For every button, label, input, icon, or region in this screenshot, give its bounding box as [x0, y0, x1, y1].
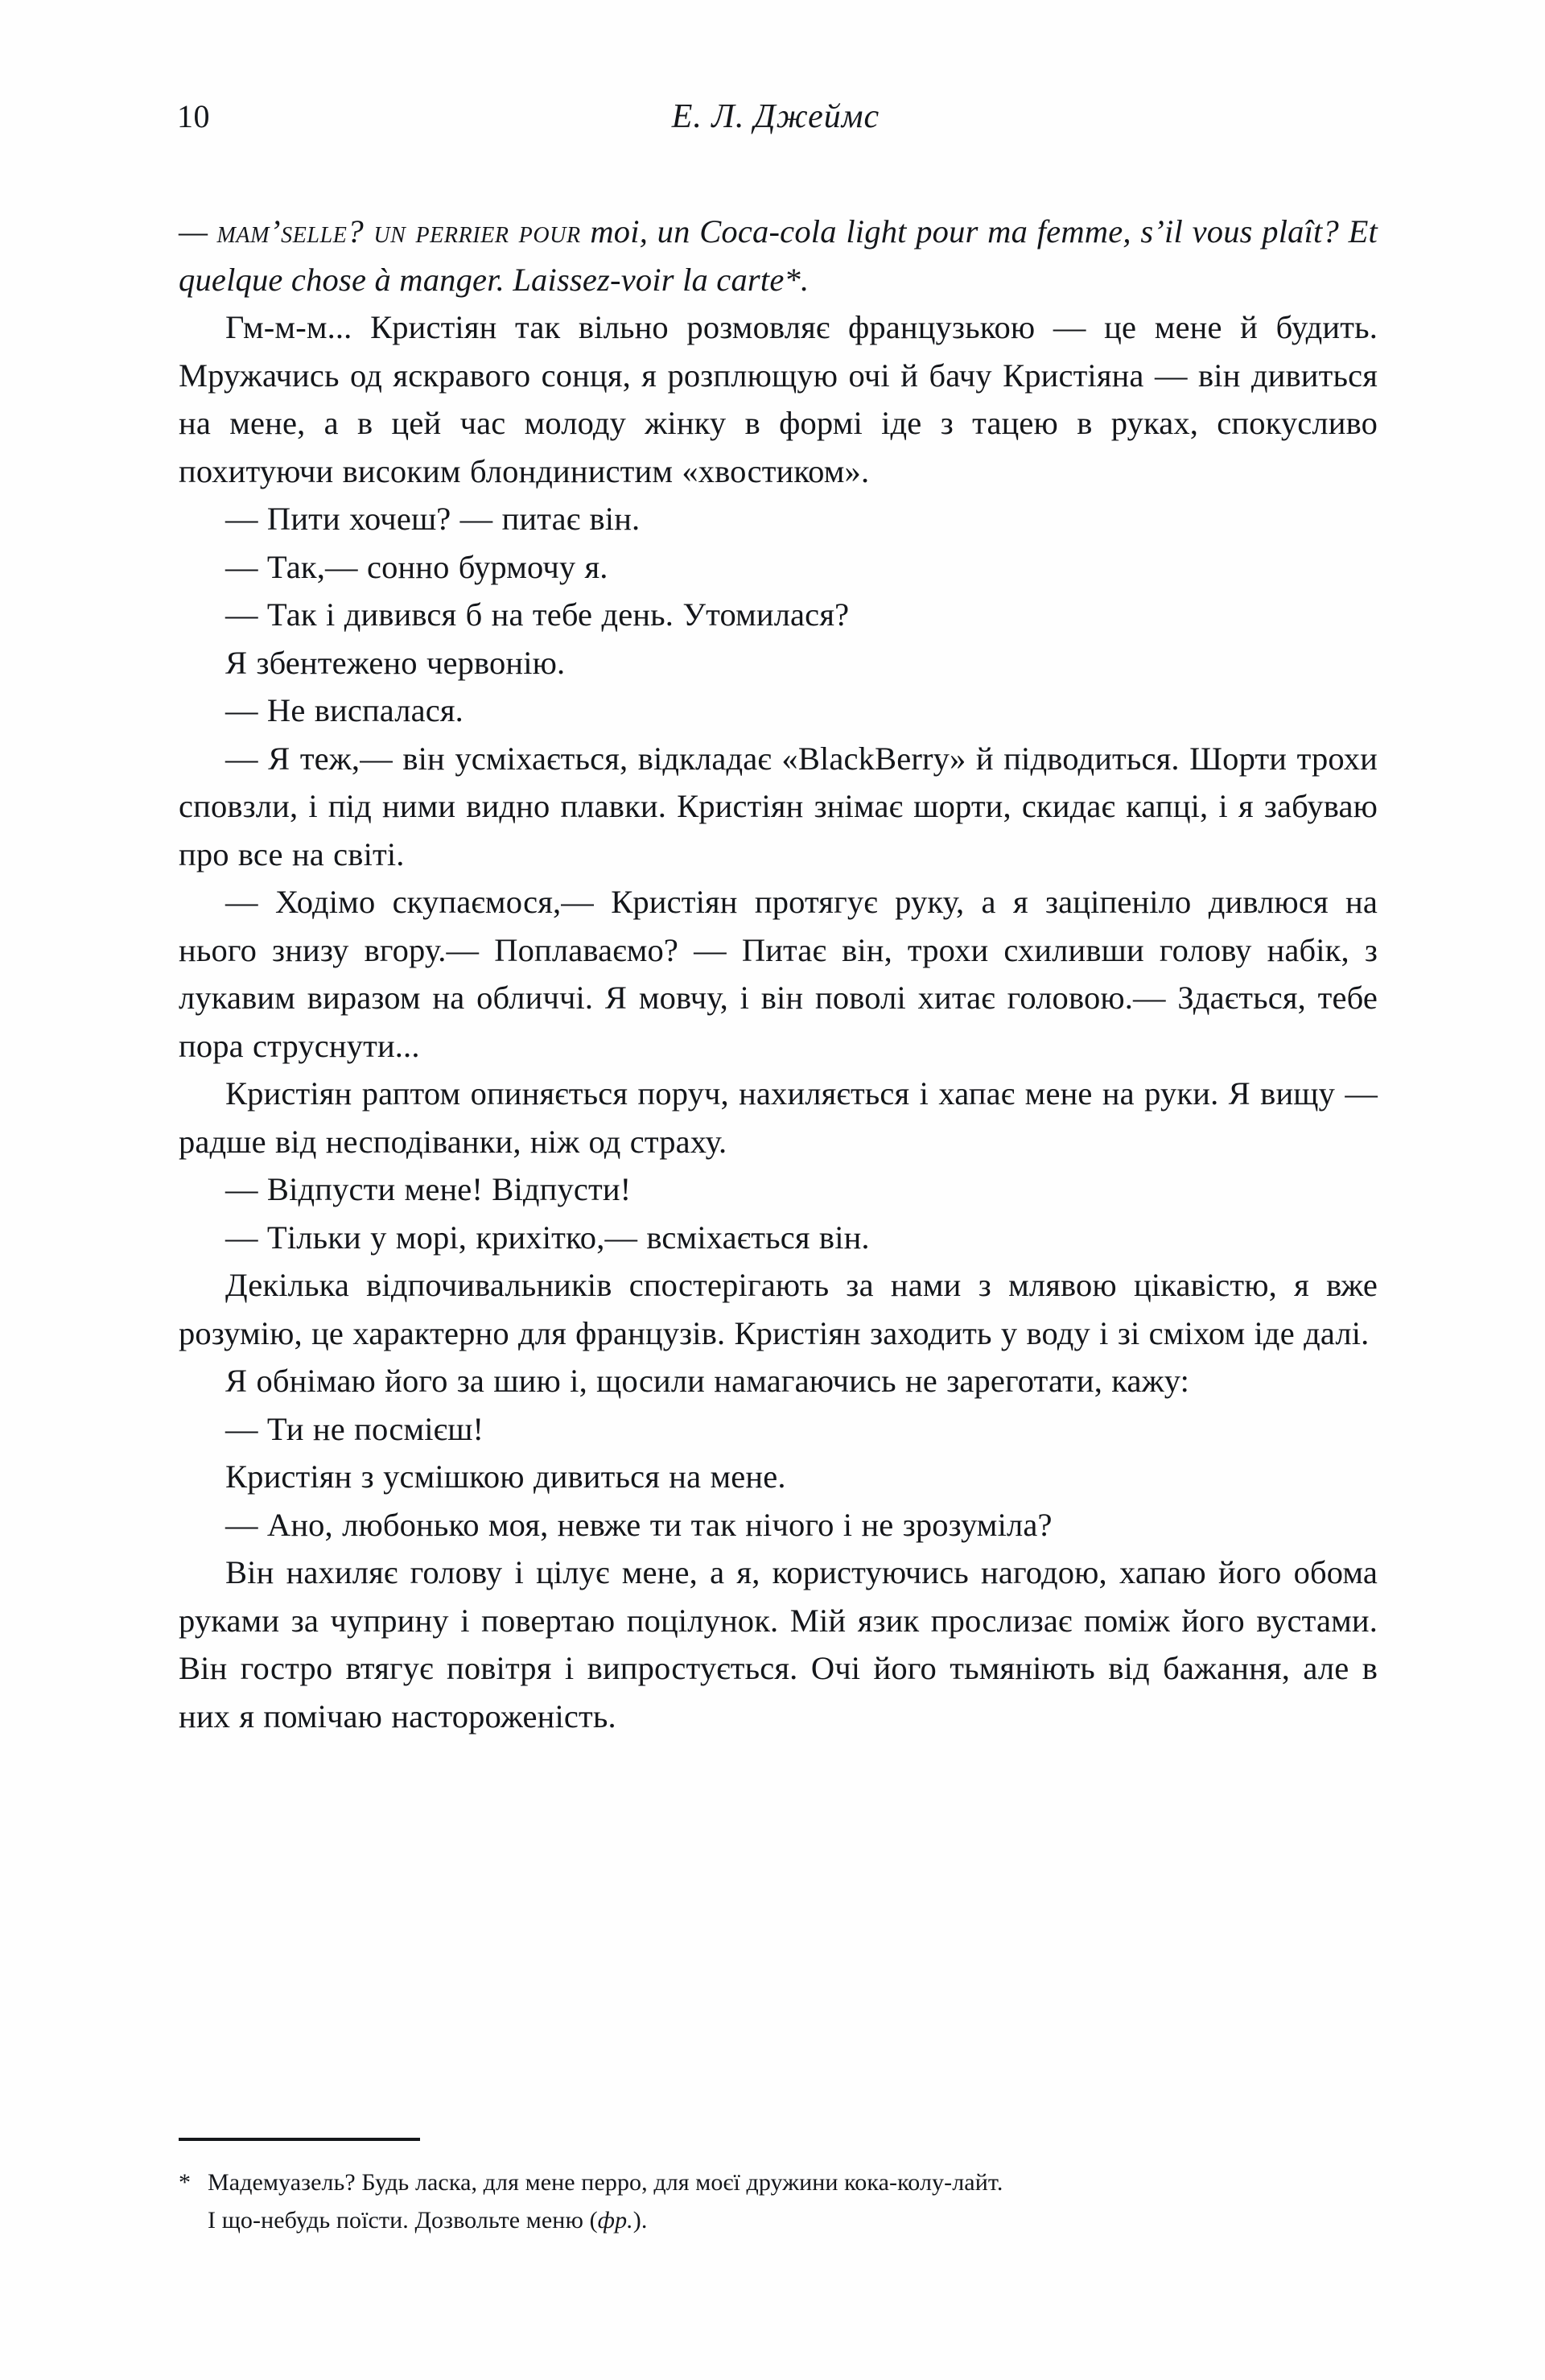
paragraph-watchers: Декілька відпочивальників спостерігають за нами з млявою цікавістю, я вже розумію, це характерно для французів. Кристіян заходить у воду і зі сміхом іде далі. [179, 1267, 1378, 1351]
paragraph-blush: Я збентежено червонію. [225, 644, 566, 681]
footnote-zone [179, 2138, 1378, 2239]
running-title: Е. Л. Джеймс [671, 98, 880, 135]
page-number: 10 [177, 98, 210, 134]
epigraph-smallcaps: mam’selle? un perrier pour [216, 213, 581, 250]
paragraph-swim: — Ходімо скупаємося,— Кристіян протягує руку, а я заціпеніло дивлюся на нього знизу вгору.— Поплаваємо? — Питає він, трохи схиливши голову набік, з лукавим виразом на обличчі. Я мовчу, і він поволі хитає головою.— Здається, тебе пора струснути... [179, 884, 1378, 1064]
paragraph-lookall: — Так і дивився б на тебе день. Утомилася? [225, 596, 850, 633]
epigraph-italic-rest: moi, un Coca-cola light pour ma femme, s’il vous plaît? Et quelque chose à manger. Laissez-voir la carte*. [179, 213, 1378, 298]
paragraph-drink: — Пити хочеш? — питає він. [225, 501, 641, 537]
paragraph-metoo: — Я теж,— він усміхається, відкладає «BlackBerry» й підводиться. Шорти трохи сповзли, і під ними видно плавки. Кристіян знімає шорти, скидає капці, і я забуваю про все на світі. [179, 740, 1378, 872]
paragraph-yes: — Так,— сонно бурмочу я. [225, 548, 608, 585]
paragraph-kiss: Він нахиляє голову і цілує мене, а я, користуючись нагодою, хапаю його обома руками за чуприну і повертаю поцілунок. Мій язик прослизає поміж його вустами. Він гостро втягує повітря і випростується. Очі його тьмяніють від бажання, але в них я помічаю настороженість. [179, 1554, 1378, 1734]
paragraph-hug: Я обнімаю його за шию і, щосили намагаючись не зареготати, кажу: [225, 1363, 1189, 1399]
running-head [177, 95, 1368, 151]
footnote-separator-rule [179, 2138, 420, 2141]
footnote-line-2 [208, 2201, 1378, 2239]
footnote-text [179, 2163, 1378, 2239]
footnote-marker-asterisk: * [179, 2169, 192, 2196]
paragraph-nosleep: — Не виспалася. [225, 692, 464, 728]
footnote-language-abbrev: фр. [597, 2207, 633, 2234]
paragraph-letgo: — Відпусти мене! Відпусти! [225, 1171, 632, 1207]
epigraph-paragraph [179, 208, 1378, 303]
epigraph-em-dash: — [179, 213, 217, 250]
footnote-line-2-before: І що-небудь поїсти. Дозвольте меню ( [208, 2207, 598, 2234]
text-block [179, 208, 1378, 1740]
paragraph-dare: — Ти не посмієш! [225, 1410, 484, 1447]
paragraph-ano: — Ано, любонько моя, невже ти так нічого і не зрозуміла? [225, 1506, 1053, 1543]
paragraph-gmmm: Гм-м-м... Кристіян так вільно розмовляє французькою — це мене й будить. Мружачись од яскравого сонця, я розплющую очі й бачу Кристіяна — він дивиться на мене, а в цей час молоду жінку в формі іде з тацею в руках, спокусливо похитуючи високим блондинистим «хвостиком». [179, 309, 1378, 489]
paragraph-onlysea: — Тільки у морі, крихітко,— всміхається він. [225, 1219, 870, 1256]
footnote-line-2-after: ). [632, 2207, 648, 2234]
paragraph-smirk: Кристіян з усмішкою дивиться на мене. [225, 1458, 786, 1495]
footnote-line-1: Мадемуазель? Будь ласка, для мене перро, для моєї дружини кока-колу-лайт. [208, 2169, 1003, 2196]
paragraph-grab: Кристіян раптом опиняється поруч, нахиляється і хапає мене на руки. Я вищу — радше від несподіванки, ніж од страху. [179, 1075, 1378, 1160]
